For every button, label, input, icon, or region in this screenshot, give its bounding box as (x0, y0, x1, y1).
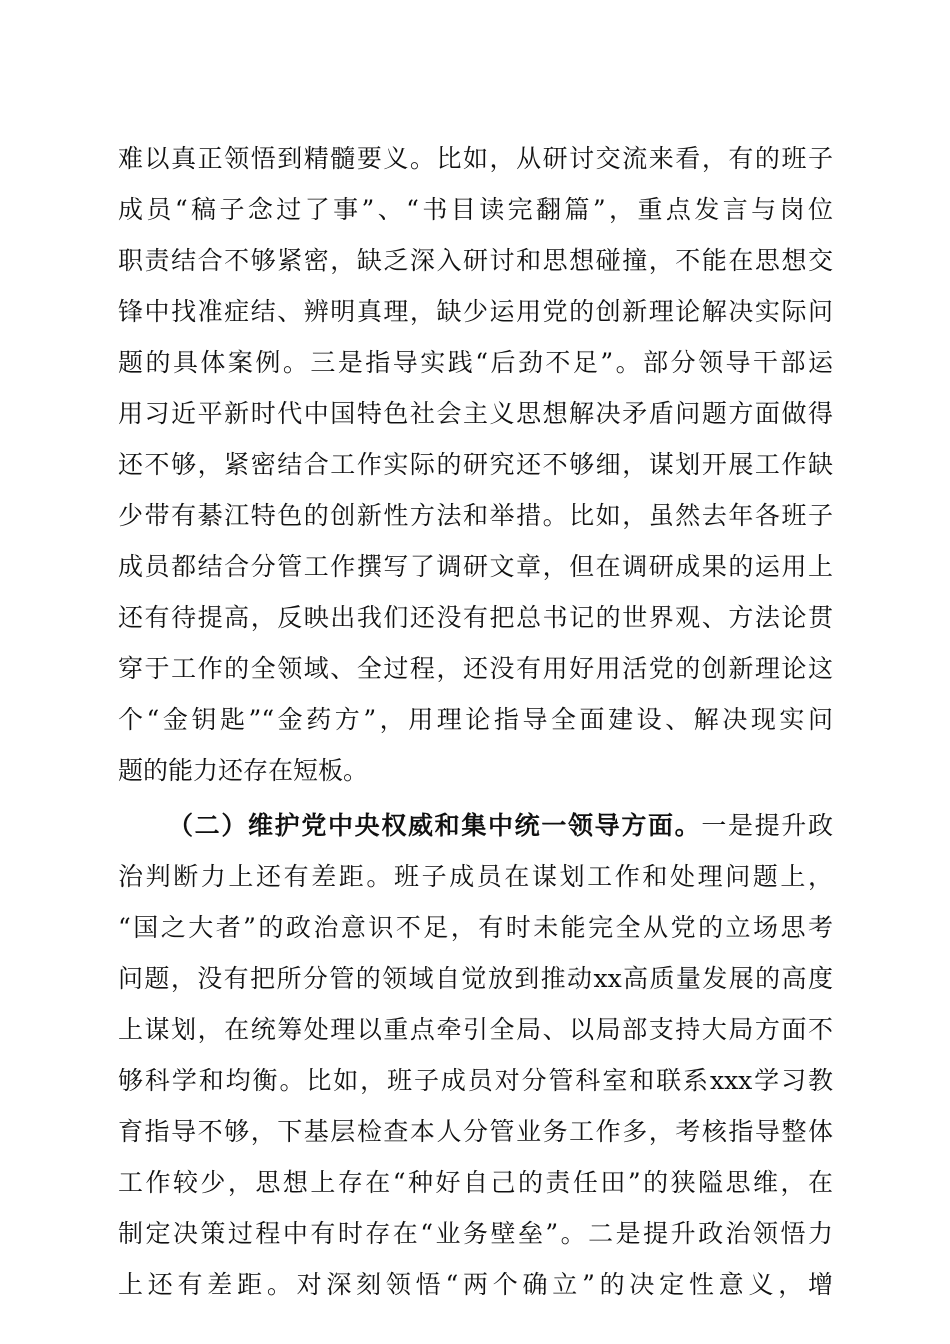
text-line: 少带有綦江特色的创新性方法和举措。比如，虽然去年各班子 (118, 501, 833, 530)
text-line: 锋中找准症结、辨明真理，缺少运用党的创新理论解决实际问 (118, 297, 833, 326)
text-line: 上还有差距。对深刻领悟“两个确立”的决定性意义，增 (118, 1270, 833, 1299)
text-line: 职责结合不够紧密，缺乏深入研讨和思想碰撞，不能在思想交 (118, 246, 833, 275)
text-line: 上谋划，在统筹处理以重点牵引全局、以局部支持大局方面不 (118, 1015, 833, 1044)
text-line: 难以真正领悟到精髓要义。比如，从研讨交流来看，有的班子 (118, 144, 833, 173)
text-line: 制定决策过程中有时存在“业务壁垒”。二是提升政治领悟力 (118, 1219, 833, 1248)
text-line: 工作较少，思想上存在“种好自己的责任田”的狭隘思维，在 (118, 1168, 833, 1197)
section-heading-rest: 一是提升政 (701, 811, 833, 840)
text-line: 题的具体案例。三是指导实践“后劲不足”。部分领导干部运 (118, 348, 833, 377)
text-line: 治判断力上还有差距。班子成员在谋划工作和处理问题上， (118, 862, 833, 891)
text-line: 问题，没有把所分管的领域自觉放到推动xx高质量发展的高度 (118, 964, 833, 993)
text-line: 成员“稿子念过了事”、“书目读完翻篇”，重点发言与岗位 (118, 195, 833, 224)
text-line: 成员都结合分管工作撰写了调研文章，但在调研成果的运用上 (118, 552, 833, 581)
section-heading: （二）维护党中央权威和集中统一领导方面。 (168, 811, 702, 840)
text-line: 还不够，紧密结合工作实际的研究还不够细，谋划开展工作缺 (118, 450, 833, 479)
text-line: 题的能力还存在短板。 (118, 756, 369, 785)
text-line: 够科学和均衡。比如，班子成员对分管科室和联系xxx学习教 (118, 1066, 833, 1095)
text-line: 还有待提高，反映出我们还没有把总书记的世界观、方法论贯 (118, 603, 833, 632)
section-heading-line (168, 806, 833, 846)
text-line: 用习近平新时代中国特色社会主义思想解决矛盾问题方面做得 (118, 399, 833, 428)
text-line: 个“金钥匙”“金药方”，用理论指导全面建设、解决现实问 (118, 705, 833, 734)
text-line: 育指导不够，下基层检查本人分管业务工作多，考核指导整体 (118, 1117, 833, 1146)
text-line: “国之大者”的政治意识不足，有时未能完全从党的立场思考 (118, 913, 833, 942)
text-line: 穿于工作的全领域、全过程，还没有用好用活党的创新理论这 (118, 654, 833, 683)
